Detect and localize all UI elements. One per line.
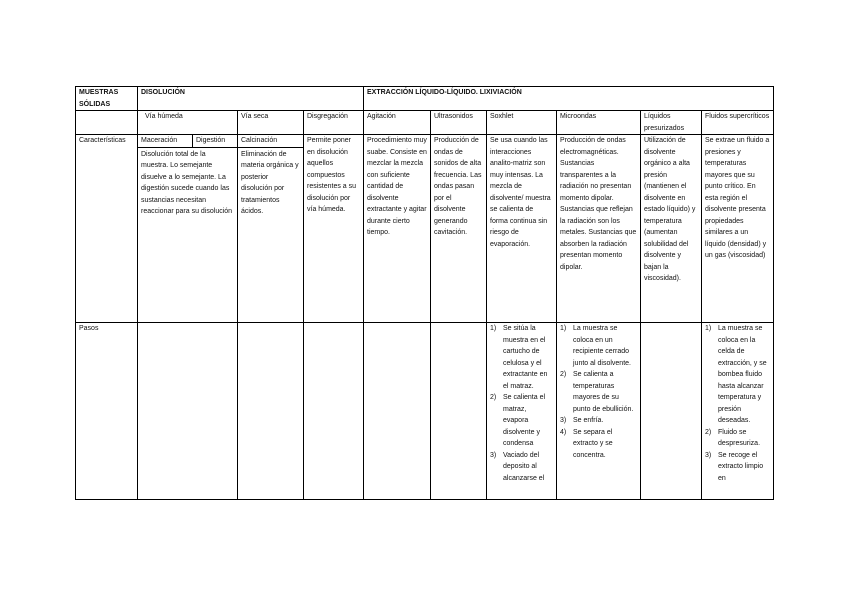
cell-disgregacion: Permite poner en disolución aquellos compuestos resistentes a su disolución por vía húmeda. — [304, 135, 364, 323]
row-label-caracteristicas: Características — [76, 135, 138, 323]
step-number: 2) — [560, 371, 567, 378]
pasos-ultrasonidos — [431, 323, 487, 500]
header-row — [76, 87, 774, 111]
list-item — [490, 450, 553, 485]
cell-microondas: Producción de ondas electromagnéticas. Sustancias transparentes a la radiación no presentan momento dipolar. Sustancias que reflejan la radiación son los metales. Sustancias que absorben la radiación presentan momento dipolar. — [557, 135, 641, 323]
digestion-label: Digestión — [196, 137, 226, 144]
list-item — [705, 427, 770, 450]
pasos-fluidos-supercriticos — [702, 323, 774, 500]
cell-soxhlet: Se usa cuando las interacciones analito-matriz son muy intensas. La mezcla de disolvente/ muestra se calienta de forma continua sin riesgo de evaporación. — [487, 135, 557, 323]
step-number: 4) — [560, 428, 567, 436]
list-item — [490, 323, 553, 392]
fluidos-steps — [705, 323, 770, 484]
comparison-table — [75, 86, 774, 500]
pasos-liquidos-presurizados — [641, 323, 702, 500]
subheader-soxhlet: Soxhlet — [487, 111, 557, 135]
step-text: Vaciado del deposito al alcanzarse el — [503, 451, 545, 482]
pasos-microondas — [557, 323, 641, 500]
subheader-agitacion: Agitación — [364, 111, 431, 135]
via-humeda-text: Disolución total de la muestra. Lo semejante disuelve a lo semejante. La digestión sucede cuando las sustancias necesitan reaccionar para su disolución — [141, 150, 233, 215]
step-number: 2) — [490, 394, 497, 401]
via-seca-text: Eliminación de materia orgánica y posterior disolución por tratamientos ácidos. — [241, 150, 299, 215]
pasos-disgregacion — [304, 323, 364, 500]
cell-fluidos-supercriticos: Se extrae un fluido a presiones y temperaturas mayores que su punto crítico. En esta región el disolvente presenta propiedades similares a un líquido (densidad) y un gas (viscosidad) — [702, 135, 774, 323]
step-text: Fluido se despresuriza. — [718, 428, 761, 447]
list-item — [705, 323, 770, 427]
calcinacion-label: Calcinación — [238, 135, 303, 148]
pasos-via-seca — [238, 323, 304, 500]
cell-liquidos-presurizados: Utilización de disolvente orgánico a alta presión (mantienen el disolvente en estado líquido) y temperatura (aumentan solubilidad del disolvente y bajan la viscosidad). — [641, 135, 702, 323]
list-item — [560, 415, 637, 427]
step-text: Se recoge el extracto limpio en — [718, 451, 764, 482]
subheader-fluidos-supercriticos: Fluidos supercríticos — [702, 111, 774, 135]
maceracion-label: Maceración — [138, 135, 193, 147]
cell-agitacion: Procedimiento muy suabe. Consiste en mezclar la mezcla con suficiente cantidad de disolvente extractante y agitar durante cierto tiempo. — [364, 135, 431, 323]
subheader-empty — [76, 111, 138, 135]
subheader-ultrasonidos: Ultrasonidos — [431, 111, 487, 135]
step-text: Se separa el extracto y se concentra. — [573, 428, 613, 459]
step-text: Se calienta a temperaturas mayores de su punto de ebullición. — [573, 371, 634, 413]
microondas-steps — [560, 323, 637, 461]
header-extraccion: EXTRACCIÓN LÍQUIDO-LÍQUIDO. LIXIVIACIÓN — [364, 87, 774, 111]
soxhlet-steps — [490, 323, 553, 484]
step-number: 1) — [560, 325, 567, 332]
subheader-row — [76, 111, 774, 135]
step-number: 3) — [705, 451, 712, 459]
list-item — [705, 450, 770, 485]
cell-ultrasonidos: Producción de ondas de sonidos de alta frecuencia. Las ondas pasan por el disolvente generando cavitación. — [431, 135, 487, 323]
subheader-via-seca: Vía seca — [238, 111, 304, 135]
subheader-microondas: Microondas — [557, 111, 641, 135]
list-item — [490, 392, 553, 450]
row-label-pasos: Pasos — [76, 323, 138, 500]
step-text: La muestra se coloca en la celda de extracción, y se bombea fluido hasta alcanzar temperatura y presión deseadas. — [718, 325, 767, 424]
pasos-via-humeda — [138, 323, 238, 500]
step-number: 3) — [560, 417, 567, 424]
pasos-row — [76, 323, 774, 500]
header-muestras: MUESTRAS SÓLIDAS — [76, 87, 138, 111]
via-humeda-label: Vía húmeda — [145, 113, 183, 120]
subheader-via-humeda — [138, 111, 238, 135]
step-text: Se calienta el matraz, evapora disolvente y condensa — [503, 394, 546, 447]
caracteristicas-row — [76, 135, 774, 323]
subheader-liquidos-presurizados: Líquidos presurizados — [641, 111, 702, 135]
maceracion-digestion-header — [138, 135, 237, 148]
step-number: 1) — [490, 325, 497, 332]
cell-via-seca — [238, 135, 304, 323]
list-item — [560, 427, 637, 462]
pasos-soxhlet — [487, 323, 557, 500]
list-item — [560, 369, 637, 415]
step-number: 2) — [705, 428, 712, 436]
step-number: 1) — [705, 325, 712, 332]
header-disolucion: DISOLUCIÓN — [138, 87, 364, 111]
list-item — [560, 323, 637, 369]
cell-via-humeda — [138, 135, 238, 323]
step-text: Se enfría. — [573, 417, 604, 424]
step-text: Se sitúa la muestra en el cartucho de celulosa y el extractante en el matraz. — [503, 325, 548, 390]
subheader-disgregacion: Disgregación — [304, 111, 364, 135]
step-text: La muestra se coloca en un recipiente cerrado junto al disolvente. — [573, 325, 631, 367]
step-number: 3) — [490, 451, 497, 459]
pasos-agitacion — [364, 323, 431, 500]
